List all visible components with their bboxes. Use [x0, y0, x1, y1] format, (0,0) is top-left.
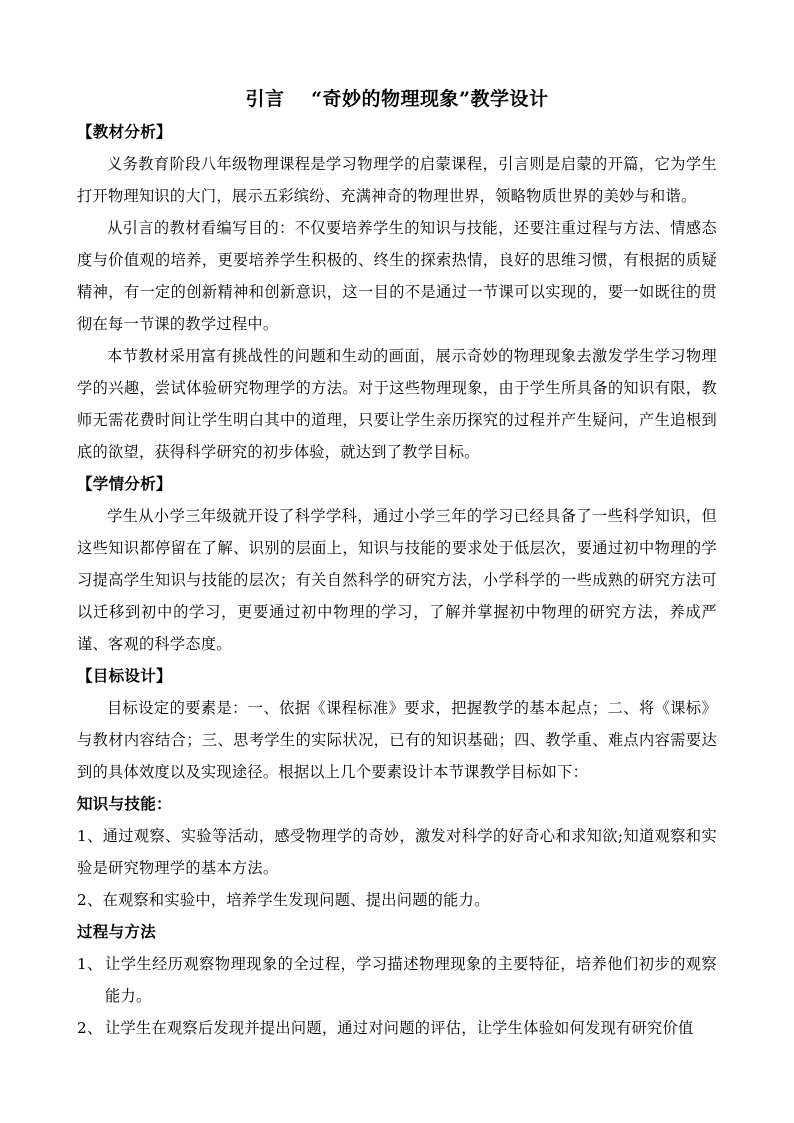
section-heading-students: 【学情分析】 — [77, 474, 172, 493]
section-heading-goals: 【目标设计】 — [77, 666, 172, 685]
paragraph: 义务教育阶段八年级物理课程是学习物理学的启蒙课程，引言则是启蒙的开篇，它为学生打开物理知识的大门，展示五彩缤纷、充满神奇的物理世界，领略物质世界的美妙与和谐。 — [77, 155, 717, 205]
list-number: 1、 — [77, 955, 103, 973]
document-title: 引言 “奇妙的物理现象”教学设计 — [245, 88, 549, 110]
subheading-process: 过程与方法 — [77, 922, 157, 941]
list-number: 2、 — [77, 1019, 103, 1037]
paragraph: 本节教材采用富有挑战性的问题和生动的画面，展示奇妙的物理现象去激发学生学习物理学的兴趣，尝试体验研究物理学的方法。对于这些物理现象，由于学生所具备的知识有限，教师无需花费时间让学生明白其中的道理，只要让学生亲历探究的过程并产生疑问，产生追根到底的欲望，获得科学研究的初步体验，就达到了教学目标。 — [77, 347, 717, 461]
paragraph: 目标设定的要素是：一、依据《课程标准》要求，把握教学的基本起点；二、将《课标》与教材内容结合；三、思考学生的实际状况，已有的知识基础；四、教学重、难点内容需要达到的具体效度以及实现途径。根据以上几个要素设计本节课教学目标如下： — [77, 699, 717, 781]
subheading-knowledge: 知识与技能： — [77, 794, 172, 813]
paragraph: 从引言的教材看编写目的：不仅要培养学生的知识与技能，还要注重过程与方法、情感态度与价值观的培养，更要培养学生积极的、终生的探索热情，良好的思维习惯，有根据的质疑精神，有一定的创新精神和创新意识，这一目的不是通过一节课可以实现的，要一如既往的贯彻在每一节课的教学过程中。 — [77, 219, 717, 333]
paragraph: 学生从小学三年级就开设了科学学科，通过小学三年的学习已经具备了一些科学知识，但这些知识都停留在了解、识别的层面上，知识与技能的要求处于低层次，要通过初中物理的学习提高学生知识与技能的层次；有关自然科学的研究方法，小学科学的一些成熟的研究方法可以迁移到初中的学习，更要通过初中物理的学习，了解并掌握初中物理的研究方法，养成严谨、客观的科学态度。 — [77, 507, 717, 653]
list-text: 让学生经历观察物理现象的全过程，学习描述物理现象的主要特征，培养他们初步的观察能力。 — [105, 955, 717, 1005]
list-item: 2、在观察和实验中，培养学生发现问题、提出问题的能力。 — [77, 891, 490, 909]
section-heading-textbook: 【教材分析】 — [77, 122, 172, 141]
document-body — [77, 116, 717, 1044]
list-item: 1、通过观察、实验等活动，感受物理学的奇妙，激发对科学的好奇心和求知欲;知道观察和实验是研究物理学的基本方法。 — [77, 827, 717, 877]
list-item — [77, 1012, 717, 1044]
list-item — [77, 948, 717, 1012]
list-text: 让学生在观察后发现并提出问题，通过对问题的评估，让学生体验如何发现有研究价值 — [105, 1019, 694, 1037]
